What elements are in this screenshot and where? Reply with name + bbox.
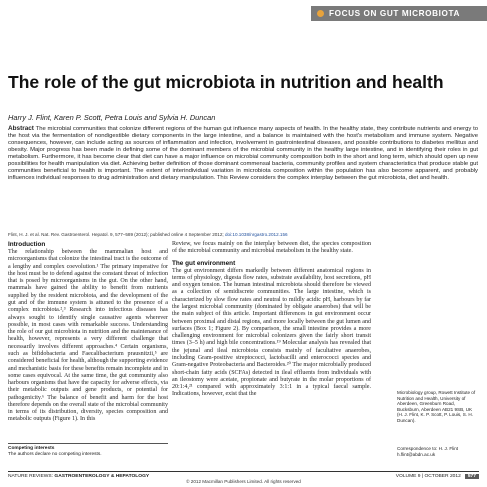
article-title: The role of the gut microbiota in nutrition and health	[8, 72, 444, 92]
citation-line	[8, 232, 478, 237]
circle-dot-icon	[317, 10, 324, 17]
abstract	[8, 125, 478, 182]
citation-text: Flint, H. J. et al. Nat. Rev. Gastroenterol. Hepatol. 9, 577–589 (2012); published online 4 September 2012;	[8, 232, 224, 237]
journal-name: NATURE REVIEWS: GASTROENTEROLOGY & HEPATOLOGY	[8, 474, 150, 479]
abstract-text: The microbial communities that colonize different regions of the human gut influence many aspects of health. In the healthy state, they contribute nutrients and energy to the host via the fermentation of nondigestible dietary components in the large intestine, and a balance is maintained with the host's metabolism and immune system. Negative consequences, however, can include acting as sources of inflammation and infection, involvement in gastrointestinal diseases, and possible contributions to diabetes mellitus and obesity. Major progress has been made in defining some of the dominant members of the microbial community in the healthy large intestine, and in identifying their roles in gut metabolism. Furthermore, it has become clear that diet can have a major influence on microbial community composition both in the short and long term, which should open up new possibilities for health manipulation via diet. Achieving better definition of those dominant commensal bacteria, community profiles and system characteristics that produce stable gut communities beneficial to health is important. The extent of interindividual variation in microbiota composition within the population has also become apparent, and probably influences individual responses to drug administration and dietary manipulation. This Review considers the complex interplay between the gut microbiota, diet and health.	[8, 126, 479, 181]
body-column-middle	[172, 241, 371, 399]
introduction-paragraph: The relationship between the mammalian host and microorganisms that colonize the intestinal tract is the outcome of a lengthy and complex coevolution.¹ The primary imperative for the host must be to defend against the constant threat of infection that is posed by microorganisms in the gut. On the other hand, mammals have gained the ability to benefit from nutrients supplied by the resident microbiota, and the development of the gut and of the immune system is attuned to the presence of a complex microbiota.²,³ Research into infectious diseases has always sought to identify single causative agents wherever possible, in most cases with remarkable success. Understanding the role of our gut microbiota in nutrition and the maintenance of health, however, represents a very different challenge that necessarily involves different approaches.⁴ Certain organisms, such as bifidobacteria and Faecalibacterium prausnitzii,⁵ are considered beneficial for health, although the supporting evidence and mechanistic basis for these benefits remain incomplete and in some cases equivocal. At the same time, the gut community also harbours organisms that have the capacity for adverse effects, via their metabolic outputs and gene products, or potential for pathogenicity.⁶ The balance of benefit and harm for the host therefore depends on the overall state of the microbial community in terms of its distribution, diversity, species composition and metabolic outputs (Figure 1). In this	[8, 249, 168, 423]
doi-link[interactable]: doi:10.1038/nrgastro.2012.156	[224, 232, 288, 237]
page-footer	[8, 471, 479, 479]
correspondence-note: Correspondence to: H. J. Flint h.flint@abdn.ac.uk	[397, 446, 459, 457]
introduction-heading: Introduction	[8, 241, 46, 248]
author-affiliation: Microbiology group, Rowett Institute of Nutrition and Health, University of Aberdeen, Greenburn Road, Bucksburn, Aberdeen AB21 9SB, UK (H. J. Flint, K. P. Scott, P. Louis, S. H. Duncan).	[397, 390, 476, 423]
volume-issue: VOLUME 9 | OCTOBER 2012	[395, 474, 461, 479]
gut-environment-heading: The gut environment	[172, 259, 236, 267]
abstract-label: Abstract	[8, 125, 34, 132]
page-number: 577	[465, 474, 479, 479]
copyright-notice: © 2012 Macmillan Publishers Limited. All rights reserved	[186, 479, 301, 484]
gut-environment-paragraph: The gut environment differs markedly between different anatomical regions in terms of physiology, digesta flow rates, substrate availability, host secretions, pH and oxygen tension. The human intestinal microbiota should therefore be viewed as a collection of semidiscrete communities. The large intestine, which is characterized by slow flow rates and neutral to mildly acidic pH, harbours by far the largest microbial community (dominated by obligate anaerobes) that will be the main subject of this article. Important differences in gut environment occur between proximal and distal regions, and more locally between the gut lumen and surfaces (Box 1; Figure 2). By comparison, the small intestine provides a more challenging environment for microbial colonizers given the fairly short transit times (3–5 h) and high bile concentrations.¹⁹ Molecular analysis has revealed that the jejunal and ileal microbiota consists mainly of facultative anaerobes, including Gram-positive streptococci, lactobacilli and enterococci species and Gram-negative Proteobacteria and Bacteroides.²⁰ The major microbially produced short-chain fatty acids (SCFAs) detected in ileal effluents from individuals with an ileostomy were acetate, propionate and butyrate in the molar proportions of 20:1:4,²¹ compared with approximately 3:1:1 in a typical faecal sample. Indications, however, exist that the	[172, 267, 371, 398]
author-list: Harry J. Flint, Karen P. Scott, Petra Louis and Sylvia H. Duncan	[8, 113, 216, 122]
review-focus-paragraph: Review, we focus mainly on the interplay between diet, the species composition of the microbial community and microbial metabolism in the healthy state.	[172, 241, 371, 255]
journal-prefix: NATURE REVIEWS	[8, 474, 52, 479]
competing-interests	[8, 443, 168, 458]
banner-label: FOCUS ON GUT MICROBIOTA	[329, 9, 460, 18]
competing-interests-text: The authors declare no competing interests.	[8, 452, 102, 457]
body-column-left	[8, 241, 168, 424]
section-banner	[311, 6, 487, 21]
competing-interests-heading: Competing interests	[8, 446, 55, 451]
journal-title: GASTROENTEROLOGY & HEPATOLOGY	[54, 474, 150, 479]
